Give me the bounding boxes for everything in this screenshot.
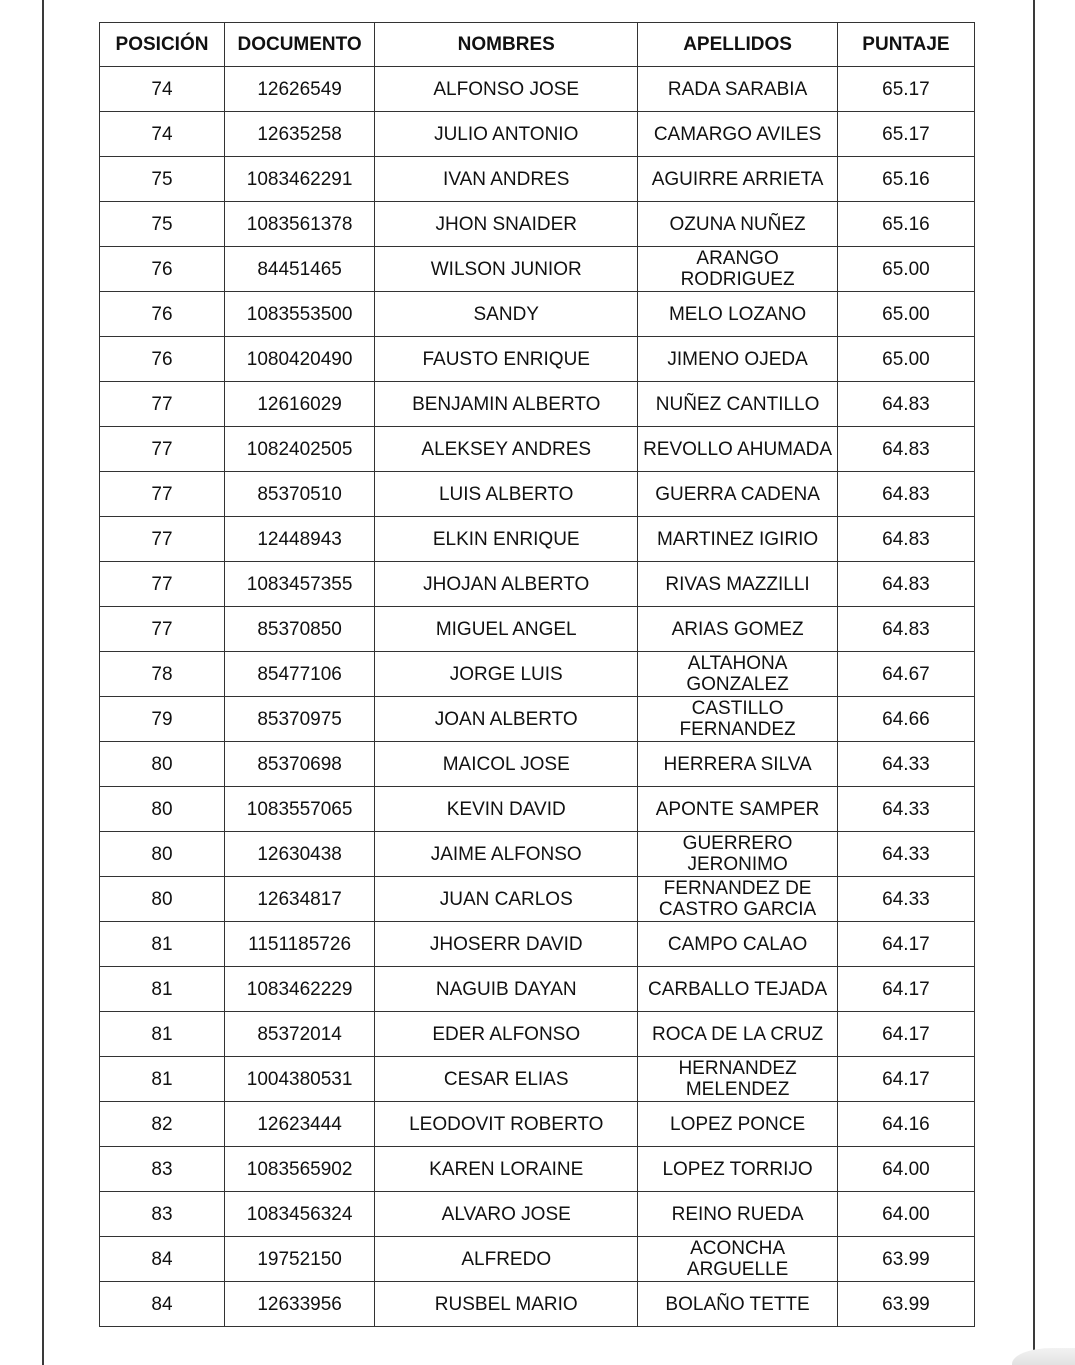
cell-nombres: MAICOL JOSE <box>375 742 638 787</box>
cell-documento: 12635258 <box>225 112 375 157</box>
cell-puntaje: 65.17 <box>837 67 974 112</box>
cell-puntaje: 64.83 <box>837 517 974 562</box>
cell-documento: 12448943 <box>225 517 375 562</box>
cell-posicion: 75 <box>100 202 225 247</box>
cell-puntaje: 64.83 <box>837 427 974 472</box>
cell-apellidos: CASTILLO FERNANDEZ <box>638 697 838 742</box>
cell-nombres: ALEKSEY ANDRES <box>375 427 638 472</box>
cell-documento: 84451465 <box>225 247 375 292</box>
cell-apellidos: REINO RUEDA <box>638 1192 838 1237</box>
table-row <box>100 922 975 967</box>
table-row <box>100 1012 975 1057</box>
page-curl <box>1012 1348 1075 1365</box>
cell-apellidos: ALTAHONA GONZALEZ <box>638 652 838 697</box>
cell-documento: 1083553500 <box>225 292 375 337</box>
header-documento: DOCUMENTO <box>225 23 375 67</box>
cell-apellidos: JIMENO OJEDA <box>638 337 838 382</box>
cell-posicion: 80 <box>100 832 225 877</box>
cell-posicion: 81 <box>100 1057 225 1102</box>
cell-apellidos: MELO LOZANO <box>638 292 838 337</box>
cell-documento: 85370510 <box>225 472 375 517</box>
cell-posicion: 79 <box>100 697 225 742</box>
cell-nombres: LEODOVIT ROBERTO <box>375 1102 638 1147</box>
cell-puntaje: 64.17 <box>837 922 974 967</box>
cell-apellidos: GUERRERO JERONIMO <box>638 832 838 877</box>
table-row <box>100 382 975 427</box>
cell-documento: 85370975 <box>225 697 375 742</box>
table-row <box>100 292 975 337</box>
cell-documento: 1082402505 <box>225 427 375 472</box>
table-row <box>100 1057 975 1102</box>
cell-apellidos: BOLAÑO TETTE <box>638 1282 838 1327</box>
table-row <box>100 1237 975 1282</box>
cell-nombres: BENJAMIN ALBERTO <box>375 382 638 427</box>
cell-posicion: 81 <box>100 967 225 1012</box>
page-border-left <box>42 0 44 1365</box>
cell-nombres: LUIS ALBERTO <box>375 472 638 517</box>
cell-posicion: 84 <box>100 1282 225 1327</box>
table-row <box>100 1102 975 1147</box>
cell-documento: 1083457355 <box>225 562 375 607</box>
cell-puntaje: 64.16 <box>837 1102 974 1147</box>
cell-documento: 85372014 <box>225 1012 375 1057</box>
table-row <box>100 967 975 1012</box>
cell-puntaje: 65.00 <box>837 292 974 337</box>
cell-puntaje: 65.00 <box>837 247 974 292</box>
table-row <box>100 427 975 472</box>
table-row <box>100 1147 975 1192</box>
cell-apellidos: NUÑEZ CANTILLO <box>638 382 838 427</box>
cell-puntaje: 65.00 <box>837 337 974 382</box>
table-row <box>100 157 975 202</box>
cell-apellidos: RIVAS MAZZILLI <box>638 562 838 607</box>
cell-nombres: JHOJAN ALBERTO <box>375 562 638 607</box>
table-header <box>100 23 975 67</box>
cell-documento: 1083557065 <box>225 787 375 832</box>
table-row <box>100 607 975 652</box>
table-row <box>100 247 975 292</box>
cell-apellidos: ARIAS GOMEZ <box>638 607 838 652</box>
cell-apellidos: ARANGO RODRIGUEZ <box>638 247 838 292</box>
cell-nombres: WILSON JUNIOR <box>375 247 638 292</box>
table-row <box>100 832 975 877</box>
cell-posicion: 77 <box>100 517 225 562</box>
table-row <box>100 1192 975 1237</box>
cell-puntaje: 64.83 <box>837 607 974 652</box>
cell-documento: 12616029 <box>225 382 375 427</box>
cell-documento: 85370850 <box>225 607 375 652</box>
header-nombres: NOMBRES <box>375 23 638 67</box>
cell-puntaje: 65.17 <box>837 112 974 157</box>
cell-nombres: SANDY <box>375 292 638 337</box>
cell-documento: 1083462229 <box>225 967 375 1012</box>
cell-puntaje: 64.33 <box>837 832 974 877</box>
cell-documento: 85477106 <box>225 652 375 697</box>
cell-documento: 12630438 <box>225 832 375 877</box>
cell-posicion: 76 <box>100 292 225 337</box>
cell-posicion: 81 <box>100 1012 225 1057</box>
cell-puntaje: 64.83 <box>837 562 974 607</box>
cell-posicion: 77 <box>100 472 225 517</box>
cell-puntaje: 64.17 <box>837 1057 974 1102</box>
cell-puntaje: 64.00 <box>837 1147 974 1192</box>
cell-documento: 1083561378 <box>225 202 375 247</box>
cell-documento: 12626549 <box>225 67 375 112</box>
cell-apellidos: ROCA DE LA CRUZ <box>638 1012 838 1057</box>
cell-puntaje: 63.99 <box>837 1282 974 1327</box>
cell-posicion: 83 <box>100 1192 225 1237</box>
cell-nombres: RUSBEL MARIO <box>375 1282 638 1327</box>
cell-nombres: KAREN LORAINE <box>375 1147 638 1192</box>
table-row <box>100 697 975 742</box>
cell-apellidos: CAMARGO AVILES <box>638 112 838 157</box>
cell-nombres: JHON SNAIDER <box>375 202 638 247</box>
cell-apellidos: OZUNA NUÑEZ <box>638 202 838 247</box>
cell-apellidos: LOPEZ TORRIJO <box>638 1147 838 1192</box>
cell-nombres: KEVIN DAVID <box>375 787 638 832</box>
cell-apellidos: CAMPO CALAO <box>638 922 838 967</box>
cell-nombres: ALVARO JOSE <box>375 1192 638 1237</box>
cell-puntaje: 64.67 <box>837 652 974 697</box>
cell-apellidos: LOPEZ PONCE <box>638 1102 838 1147</box>
cell-posicion: 80 <box>100 742 225 787</box>
table-row <box>100 202 975 247</box>
cell-posicion: 80 <box>100 877 225 922</box>
cell-puntaje: 64.66 <box>837 697 974 742</box>
cell-posicion: 76 <box>100 247 225 292</box>
cell-posicion: 74 <box>100 112 225 157</box>
cell-documento: 85370698 <box>225 742 375 787</box>
cell-documento: 19752150 <box>225 1237 375 1282</box>
table-row <box>100 1282 975 1327</box>
cell-nombres: JORGE LUIS <box>375 652 638 697</box>
cell-nombres: JUAN CARLOS <box>375 877 638 922</box>
cell-apellidos: HERRERA SILVA <box>638 742 838 787</box>
cell-puntaje: 64.83 <box>837 472 974 517</box>
cell-puntaje: 64.33 <box>837 877 974 922</box>
header-puntaje: PUNTAJE <box>837 23 974 67</box>
cell-nombres: MIGUEL ANGEL <box>375 607 638 652</box>
cell-puntaje: 64.17 <box>837 1012 974 1057</box>
table-body <box>100 67 975 1327</box>
cell-puntaje: 64.33 <box>837 787 974 832</box>
cell-nombres: NAGUIB DAYAN <box>375 967 638 1012</box>
cell-posicion: 75 <box>100 157 225 202</box>
cell-posicion: 80 <box>100 787 225 832</box>
table-row <box>100 112 975 157</box>
table-row <box>100 877 975 922</box>
header-posicion: POSICIÓN <box>100 23 225 67</box>
cell-apellidos: RADA SARABIA <box>638 67 838 112</box>
cell-posicion: 76 <box>100 337 225 382</box>
table-row <box>100 67 975 112</box>
cell-posicion: 84 <box>100 1237 225 1282</box>
cell-nombres: JAIME ALFONSO <box>375 832 638 877</box>
cell-posicion: 81 <box>100 922 225 967</box>
cell-posicion: 83 <box>100 1147 225 1192</box>
cell-apellidos: CARBALLO TEJADA <box>638 967 838 1012</box>
cell-documento: 1083462291 <box>225 157 375 202</box>
page-border-right <box>1033 0 1035 1365</box>
cell-nombres: EDER ALFONSO <box>375 1012 638 1057</box>
cell-puntaje: 64.00 <box>837 1192 974 1237</box>
cell-apellidos: APONTE SAMPER <box>638 787 838 832</box>
cell-documento: 1151185726 <box>225 922 375 967</box>
cell-apellidos: FERNANDEZ DE CASTRO GARCIA <box>638 877 838 922</box>
cell-nombres: JULIO ANTONIO <box>375 112 638 157</box>
results-table <box>99 22 975 1327</box>
cell-documento: 12633956 <box>225 1282 375 1327</box>
cell-documento: 12634817 <box>225 877 375 922</box>
table-row <box>100 787 975 832</box>
cell-posicion: 77 <box>100 562 225 607</box>
cell-nombres: ALFREDO <box>375 1237 638 1282</box>
cell-nombres: JOAN ALBERTO <box>375 697 638 742</box>
cell-nombres: ALFONSO JOSE <box>375 67 638 112</box>
cell-puntaje: 65.16 <box>837 202 974 247</box>
table-row <box>100 742 975 787</box>
header-row <box>100 23 975 67</box>
cell-puntaje: 64.33 <box>837 742 974 787</box>
cell-posicion: 77 <box>100 382 225 427</box>
cell-documento: 1083456324 <box>225 1192 375 1237</box>
cell-apellidos: ACONCHA ARGUELLE <box>638 1237 838 1282</box>
cell-documento: 1004380531 <box>225 1057 375 1102</box>
table-row <box>100 652 975 697</box>
cell-posicion: 77 <box>100 427 225 472</box>
cell-nombres: FAUSTO ENRIQUE <box>375 337 638 382</box>
cell-puntaje: 65.16 <box>837 157 974 202</box>
cell-nombres: IVAN ANDRES <box>375 157 638 202</box>
cell-puntaje: 64.83 <box>837 382 974 427</box>
cell-apellidos: MARTINEZ IGIRIO <box>638 517 838 562</box>
table-row <box>100 562 975 607</box>
cell-puntaje: 64.17 <box>837 967 974 1012</box>
table-row <box>100 517 975 562</box>
cell-documento: 12623444 <box>225 1102 375 1147</box>
cell-documento: 1083565902 <box>225 1147 375 1192</box>
cell-apellidos: REVOLLO AHUMADA <box>638 427 838 472</box>
table-row <box>100 472 975 517</box>
cell-nombres: ELKIN ENRIQUE <box>375 517 638 562</box>
cell-apellidos: GUERRA CADENA <box>638 472 838 517</box>
header-apellidos: APELLIDOS <box>638 23 838 67</box>
cell-nombres: JHOSERR DAVID <box>375 922 638 967</box>
cell-apellidos: HERNANDEZ MELENDEZ <box>638 1057 838 1102</box>
table-row <box>100 337 975 382</box>
cell-posicion: 82 <box>100 1102 225 1147</box>
cell-posicion: 77 <box>100 607 225 652</box>
cell-posicion: 78 <box>100 652 225 697</box>
cell-posicion: 74 <box>100 67 225 112</box>
cell-nombres: CESAR ELIAS <box>375 1057 638 1102</box>
cell-apellidos: AGUIRRE ARRIETA <box>638 157 838 202</box>
cell-puntaje: 63.99 <box>837 1237 974 1282</box>
cell-documento: 1080420490 <box>225 337 375 382</box>
